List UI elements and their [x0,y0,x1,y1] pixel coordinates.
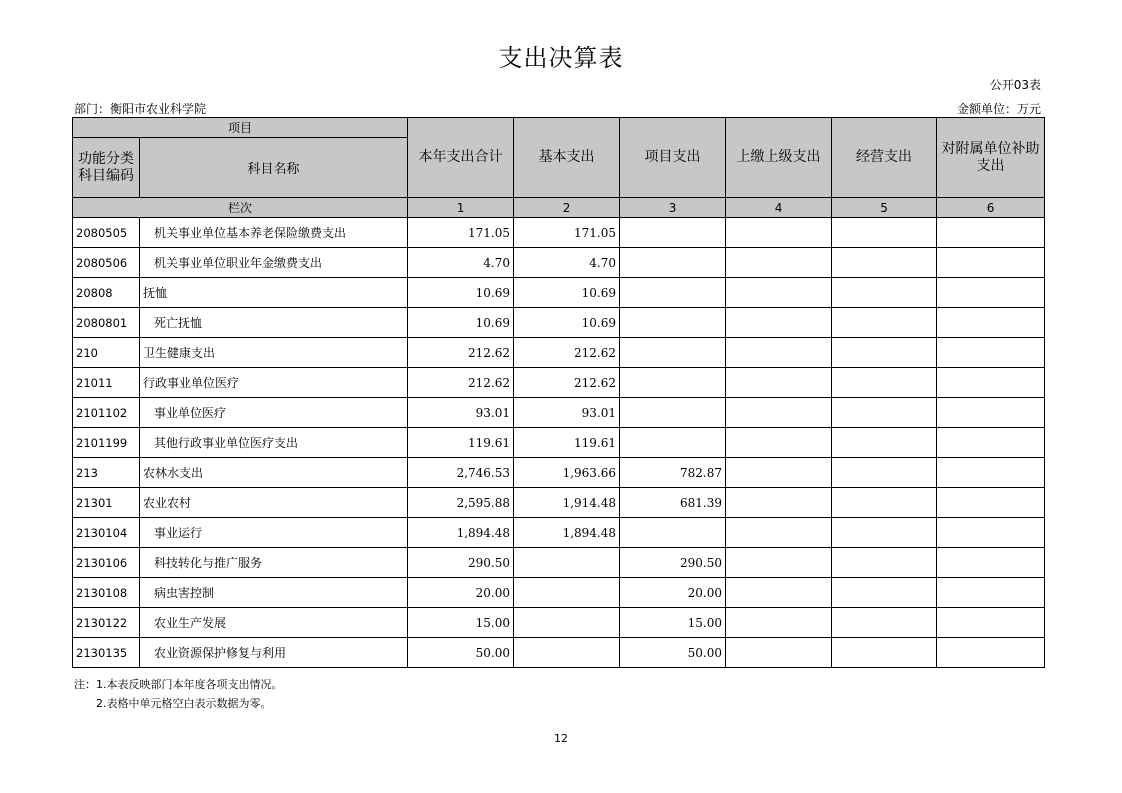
row-upper [726,278,832,308]
row-operate [832,218,937,248]
header-func-code: 功能分类 科目编码 [73,138,140,198]
row-upper [726,518,832,548]
row-operate [832,308,937,338]
row-total: 10.69 [408,278,514,308]
row-operate [832,638,937,668]
table-row [73,548,1045,578]
row-basic: 4.70 [514,248,620,278]
row-code: 2101199 [73,428,140,458]
row-upper [726,458,832,488]
row-subject-name: 死亡抚恤 [140,308,408,338]
row-subject-name: 科技转化与推广服务 [140,548,408,578]
row-subsidy [937,518,1045,548]
row-code: 2130135 [73,638,140,668]
row-subsidy [937,398,1045,428]
row-operate [832,428,937,458]
row-upper [726,308,832,338]
row-upper [726,368,832,398]
row-subsidy [937,578,1045,608]
row-upper [726,428,832,458]
row-subject-name: 农业生产发展 [140,608,408,638]
row-code: 213 [73,458,140,488]
row-subject-name: 事业运行 [140,518,408,548]
table-row [73,308,1045,338]
row-subject-name: 事业单位医疗 [140,398,408,428]
row-code: 21301 [73,488,140,518]
row-operate [832,458,937,488]
row-code: 2080801 [73,308,140,338]
row-code: 2130106 [73,548,140,578]
row-subsidy [937,488,1045,518]
row-operate [832,278,937,308]
row-subsidy [937,338,1045,368]
row-upper [726,398,832,428]
row-subject-name: 机关事业单位职业年金缴费支出 [140,248,408,278]
row-operate [832,398,937,428]
row-basic: 1,914.48 [514,488,620,518]
row-subsidy [937,248,1045,278]
table-row [73,518,1045,548]
row-project: 15.00 [620,608,726,638]
expenditure-table [72,117,1045,668]
row-subject-name: 抚恤 [140,278,408,308]
row-total: 212.62 [408,338,514,368]
column-number-2: 2 [514,198,620,218]
row-subsidy [937,608,1045,638]
row-operate [832,548,937,578]
table-row [73,638,1045,668]
row-project [620,338,726,368]
column-number-3: 3 [620,198,726,218]
row-subsidy [937,368,1045,398]
row-total: 2,595.88 [408,488,514,518]
row-total: 2,746.53 [408,458,514,488]
row-subject-name: 病虫害控制 [140,578,408,608]
header-upper: 上缴上级支出 [726,118,832,198]
row-code: 20808 [73,278,140,308]
row-basic: 212.62 [514,338,620,368]
row-upper [726,608,832,638]
row-total: 4.70 [408,248,514,278]
row-total: 119.61 [408,428,514,458]
department-label: 部门：衡阳市农业科学院 [74,102,207,116]
row-operate [832,518,937,548]
row-subject-name: 农业农村 [140,488,408,518]
row-code: 210 [73,338,140,368]
table-row [73,218,1045,248]
column-number-4: 4 [726,198,832,218]
row-project [620,368,726,398]
row-code: 2130104 [73,518,140,548]
row-project [620,428,726,458]
table-row [73,398,1045,428]
row-subsidy [937,458,1045,488]
row-subject-name: 其他行政事业单位医疗支出 [140,428,408,458]
row-subsidy [937,638,1045,668]
row-subject-name: 卫生健康支出 [140,338,408,368]
row-subsidy [937,218,1045,248]
row-code: 21011 [73,368,140,398]
row-code: 2130108 [73,578,140,608]
row-code: 2080506 [73,248,140,278]
row-project: 782.87 [620,458,726,488]
row-basic: 10.69 [514,278,620,308]
row-subsidy [937,278,1045,308]
table-row [73,458,1045,488]
row-project [620,248,726,278]
row-basic [514,608,620,638]
row-subject-name: 农林水支出 [140,458,408,488]
table-row [73,428,1045,458]
table-row [73,578,1045,608]
row-project: 50.00 [620,638,726,668]
row-total: 50.00 [408,638,514,668]
row-basic: 93.01 [514,398,620,428]
row-upper [726,548,832,578]
row-basic: 171.05 [514,218,620,248]
row-operate [832,338,937,368]
row-basic [514,578,620,608]
row-code: 2101102 [73,398,140,428]
unit-label: 金额单位：万元 [956,102,1041,116]
header-lanci: 栏次 [73,198,408,218]
header-operate: 经营支出 [832,118,937,198]
header-project: 项目支出 [620,118,726,198]
row-project [620,278,726,308]
row-total: 290.50 [408,548,514,578]
row-project [620,308,726,338]
row-basic: 1,963.66 [514,458,620,488]
row-basic: 10.69 [514,308,620,338]
row-operate [832,578,937,608]
row-total: 15.00 [408,608,514,638]
header-total: 本年支出合计 [408,118,514,198]
row-upper [726,218,832,248]
page-title: 支出决算表 [498,44,624,72]
row-subsidy [937,428,1045,458]
row-operate [832,488,937,518]
row-basic: 119.61 [514,428,620,458]
table-row [73,488,1045,518]
row-total: 171.05 [408,218,514,248]
row-total: 93.01 [408,398,514,428]
row-total: 20.00 [408,578,514,608]
form-number: 公开03表 [989,78,1041,92]
row-upper [726,578,832,608]
header-item: 项目 [73,118,408,138]
row-upper [726,248,832,278]
column-number-1: 1 [408,198,514,218]
row-basic: 212.62 [514,368,620,398]
row-subsidy [937,308,1045,338]
row-upper [726,638,832,668]
table-row [73,368,1045,398]
note-2: 2.表格中单元格空白表示数据为零。 [96,697,272,710]
row-operate [832,368,937,398]
column-number-6: 6 [937,198,1045,218]
row-project: 20.00 [620,578,726,608]
row-project: 290.50 [620,548,726,578]
row-project [620,218,726,248]
page-number: 12 [554,732,568,745]
table-row [73,278,1045,308]
row-code: 2130122 [73,608,140,638]
row-subsidy [937,548,1045,578]
header-basic: 基本支出 [514,118,620,198]
header-subsidy: 对附属单位补助支出 [937,118,1045,198]
header-subject-name: 科目名称 [140,138,408,198]
table-row [73,338,1045,368]
column-number-5: 5 [832,198,937,218]
row-project [620,398,726,428]
row-total: 10.69 [408,308,514,338]
note-1: 注：1.本表反映部门本年度各项支出情况。 [74,678,283,691]
row-basic [514,638,620,668]
row-total: 1,894.48 [408,518,514,548]
row-basic: 1,894.48 [514,518,620,548]
row-basic [514,548,620,578]
row-subject-name: 行政事业单位医疗 [140,368,408,398]
row-subject-name: 农业资源保护修复与利用 [140,638,408,668]
table-row [73,248,1045,278]
table-row [73,608,1045,638]
row-upper [726,338,832,368]
row-code: 2080505 [73,218,140,248]
row-project: 681.39 [620,488,726,518]
row-operate [832,248,937,278]
row-upper [726,488,832,518]
row-total: 212.62 [408,368,514,398]
row-operate [832,608,937,638]
row-project [620,518,726,548]
row-subject-name: 机关事业单位基本养老保险缴费支出 [140,218,408,248]
